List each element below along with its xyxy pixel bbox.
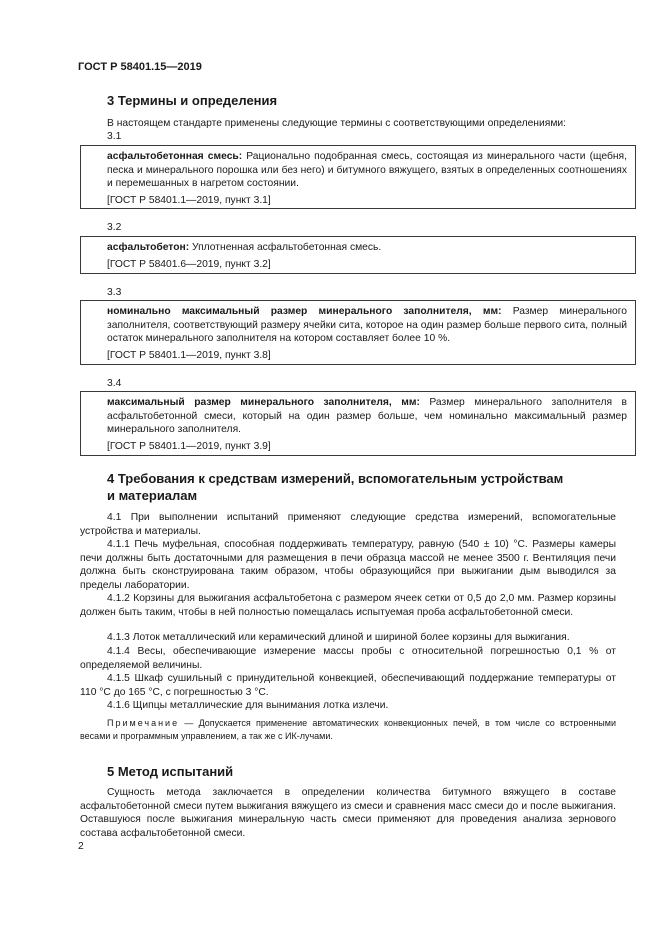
term-name: максимальный размер минерального заполнителя, мм: [107,397,420,408]
section-4-title [107,470,563,504]
note [80,717,616,743]
term-text: Размер минерального заполнителя, соответствующий размеру ячейки сита, которое на один размер больше первого сита, полный остаток минерального заполнителя на котором составляет более 10 %. [107,306,628,345]
paragraph-4-1-3: 4.1.3 Лоток металлический или керамический длиной и шириной более корзины для выжигания. [107,632,570,643]
section-3-intro: В настоящем стандарте применены следующие термины с соответствующими определениями: [107,118,567,129]
term-text: Размер минерального заполнителя в асфальтобетонной смеси, который на один размер больше, чем номинально максимальный размер минерального заполнителя. [107,397,627,436]
term-source: [ГОСТ Р 58401.1—2019, пункт 3.1] [107,194,271,206]
paragraph-5: Сущность метода заключается в определении количества битумного вяжущего в составе асфальтобетонной смеси путем выжигания вяжущего из смеси и сравнения масс смеси до и после выжигания. Оставшуюся после выжигания минеральную часть смеси применяют для проведения анализа зернового состава асфальтобетонной смеси. [80,787,616,839]
paragraph-4-1: 4.1 При выполнении испытаний применяют следующие средства измерений, вспомогательные устройства и материалы. [80,512,616,537]
term-definition [107,396,627,437]
term-number-3-1: 3.1 [107,131,122,142]
term-source: [ГОСТ Р 58401.6—2019, пункт 3.2] [107,258,271,270]
term-definition [107,305,627,346]
paragraph-4-1-2: 4.1.2 Корзины для выжигания асфальтобетона с размером ячеек сетки от 0,5 до 2,0 мм. Размер корзины должен быть таким, чтобы в ней полностью помещалась испытуемая проба асфальтобетонной смеси. [80,593,616,618]
term-name: номинально максимальный размер минерального заполнителя, мм: [107,306,502,317]
paragraph-4-1-4: 4.1.4 Весы, обеспечивающие измерение массы пробы с относительной погрешностью 0,1 % от определяемой величины. [80,646,616,671]
standard-header: ГОСТ Р 58401.15—2019 [78,61,202,73]
section-4-title-line1: 4 Требования к средствам измерений, вспомогательным устройствам [107,471,564,486]
section-5-title: 5 Метод испытаний [107,764,234,779]
section-4-title-line2: и материалам [107,488,198,503]
note-label: Примечание [107,718,180,728]
term-name: асфальтобетон: [107,242,190,253]
term-name: асфальтобетонная смесь: [107,151,243,162]
section-3-title: 3 Термины и определения [107,93,278,108]
note-text: — Допускается применение автоматических конвекционных печей, в том числе со встроенными весами и программным управлением, а так же с ИК-лучами. [80,718,616,741]
term-source: [ГОСТ Р 58401.1—2019, пункт 3.8] [107,349,271,361]
paragraph-4-1-1: 4.1.1 Печь муфельная, способная поддерживать температуру, равную (540 ± 10) °С. Размеры камеры печи должны быть достаточными для размещения в печи образца массой не менее 3500 г. Вентиляция печи должна быть сконструирована таким образом, чтобы образующийся при выжигании дым выводился за пределы лаборатории. [80,539,616,591]
term-definition [107,150,627,191]
term-box-3-3 [80,300,636,365]
term-source: [ГОСТ Р 58401.1—2019, пункт 3.9] [107,440,271,452]
term-number-3-4: 3.4 [107,378,122,389]
paragraph-4-1-5: 4.1.5 Шкаф сушильный с принудительной конвекцией, обеспечивающий поддержание температуры от 110 °С до 165 °С, с погрешностью 3 °С. [80,673,616,698]
term-definition [107,241,627,255]
page-number: 2 [78,841,84,852]
paragraph-4-1-6: 4.1.6 Щипцы металлические для вынимания лотка излечи. [107,700,389,711]
term-box-3-4 [80,391,636,456]
term-text: Уплотненная асфальтобетонная смесь. [189,242,382,253]
term-number-3-2: 3.2 [107,222,122,233]
term-box-3-1 [80,145,636,209]
term-number-3-3: 3.3 [107,287,122,298]
term-box-3-2 [80,236,636,274]
term-text: Рационально подобранная смесь, состоящая из минерального части (щебня, песка и минерального порошка или без него) и битумного вяжущего, взятых в определенных соотношениях и перемешанных в нагретом состоянии. [107,151,627,190]
